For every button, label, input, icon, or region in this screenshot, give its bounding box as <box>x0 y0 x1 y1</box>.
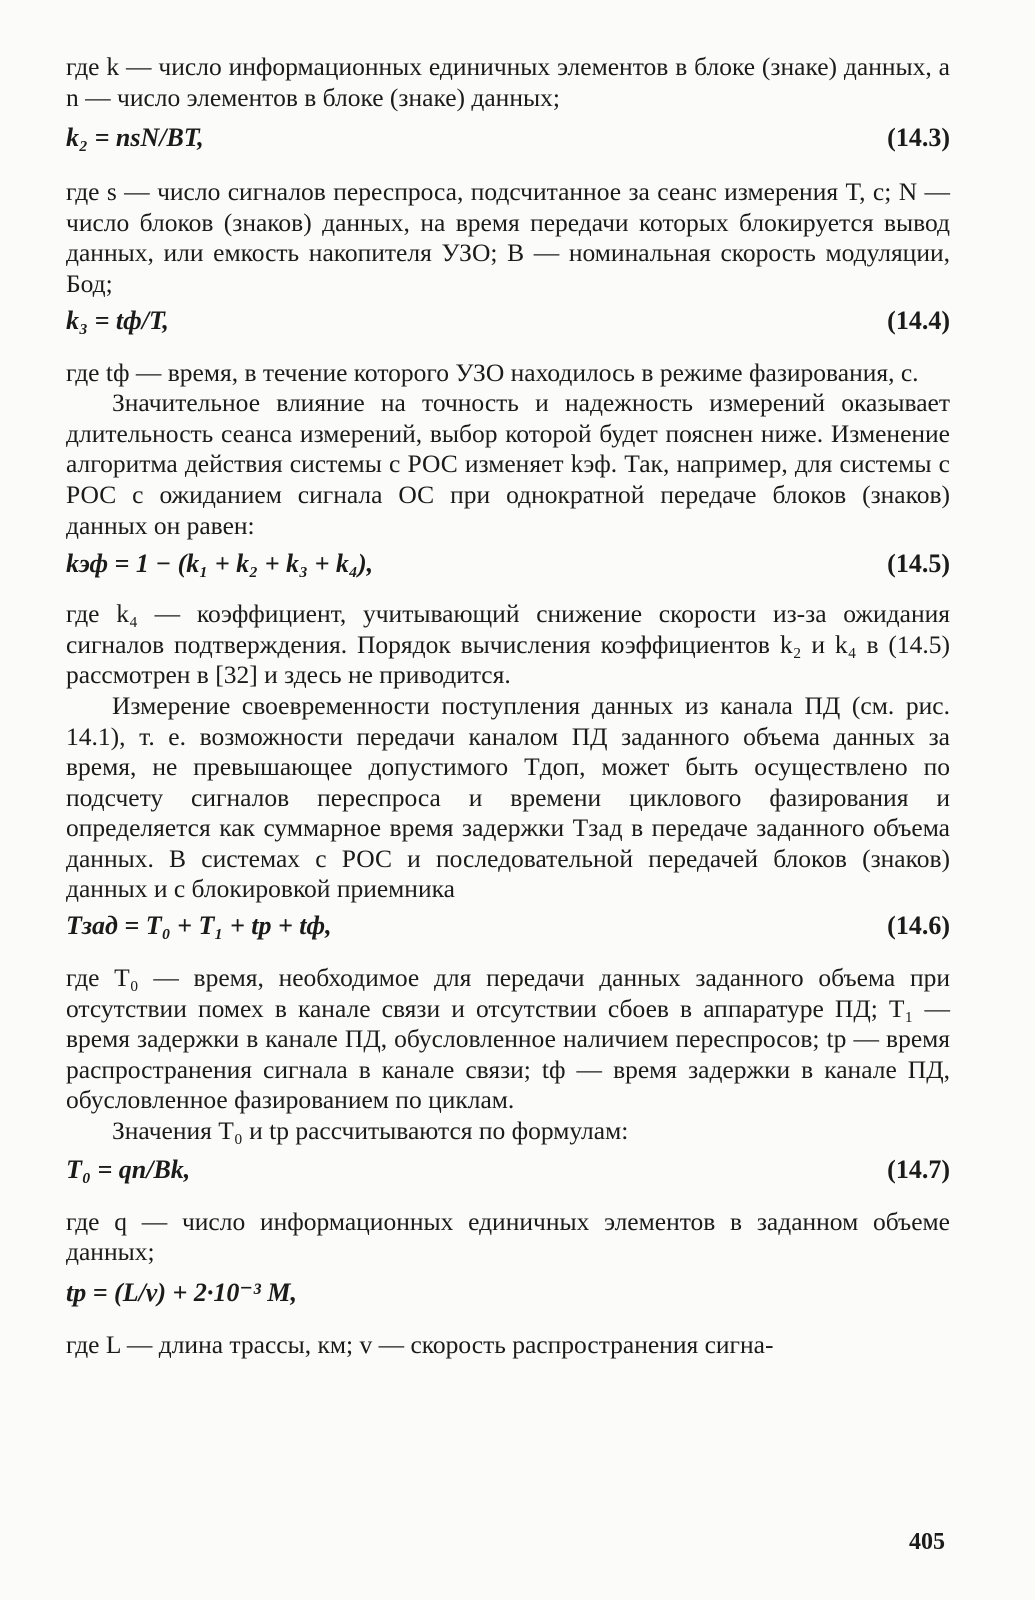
paragraph: где T₀ — время, необходимое для передачи данных заданного объема при отсутствии помех в канале связи и отсутствии сбоев в аппаратуре ПД; T₁ — время задержки в канале ПД, обусловленное наличием переспросов; tр — время распространения сигнала в канале связи; tф — время задержки в канале ПД, обусловленное фазированием по циклам. <box>66 963 950 1115</box>
formula-number: (14.5) <box>887 549 950 579</box>
paragraph: где q — число информационных единичных элементов в заданном объеме данных; <box>66 1206 950 1267</box>
paragraph: Значения T₀ и tр рассчитываются по формулам: <box>112 1116 629 1146</box>
formula-expression: kэф = 1 − (k₁ + k₂ + k₃ + k₄), <box>66 549 374 579</box>
paragraph: где L — длина трассы, км; v — скорость распространения сигна- <box>66 1329 774 1359</box>
formula-14-3 <box>66 121 950 155</box>
formula-expression: k₃ = tф/T, <box>66 305 169 335</box>
formula-propagation-time <box>66 1276 950 1310</box>
document-page <box>66 52 950 1360</box>
formula-14-7 <box>66 1153 950 1187</box>
formula-number: (14.3) <box>887 123 950 153</box>
page-number: 405 <box>909 1529 945 1555</box>
formula-14-5 <box>66 547 950 581</box>
paragraph: Значительное влияние на точность и надежность измерений оказывает длительность сеанса измерений, выбор которой будет пояснен ниже. Изменение алгоритма действия системы с РОС изменяет kэф. Так, например, для системы с РОС с ожиданием сигнала ОС при однократной передаче блоков (знаков) данных он равен: <box>66 388 950 540</box>
formula-number: (14.4) <box>887 305 950 335</box>
formula-expression: tр = (L/v) + 2·10⁻³ M, <box>66 1277 297 1307</box>
formula-expression: Tзад = T₀ + T₁ + tр + tф, <box>66 911 332 941</box>
paragraph: где s — число сигналов переспроса, подсчитанное за сеанс измерения T, с; N — число блоков (знаков) данных, на время передачи которых блокируется вывод данных, или емкость накопителя УЗО; B — номинальная скорость модуляции, Бод; <box>66 177 950 298</box>
paragraph: где tф — время, в течение которого УЗО находилось в режиме фазирования, с. <box>66 357 919 387</box>
formula-number: (14.6) <box>887 911 950 941</box>
formula-expression: k₂ = nsN/BT, <box>66 123 204 153</box>
paragraph: Измерение своевременности поступления данных из канала ПД (см. рис. 14.1), т. е. возможности передачи каналом ПД заданного объема данных за время, не превышающее допустимого Tдоп, может быть осуществлено по подсчету сигналов переспроса и времени циклового фазирования и определяется как суммарное время задержки Tзад в передаче заданного объема данных. В системах с РОС и последовательной передачей блоков (знаков) данных и с блокировкой приемника <box>66 690 950 904</box>
formula-number: (14.7) <box>887 1154 950 1184</box>
formula-expression: T₀ = qn/Bk, <box>66 1154 191 1184</box>
formula-14-6 <box>66 909 950 943</box>
formula-14-4 <box>66 304 950 338</box>
paragraph: где k — число информационных единичных элементов в блоке (знаке) данных, а n — число элементов в блоке (знаке) данных; <box>66 52 950 112</box>
paragraph: где k₄ — коэффициент, учитывающий снижение скорости из-за ожидания сигналов подтверждения. Порядок вычисления коэффициентов k₂ и k₄ в (14.5) рассмотрен в [32] и здесь не приводится. <box>66 599 950 690</box>
